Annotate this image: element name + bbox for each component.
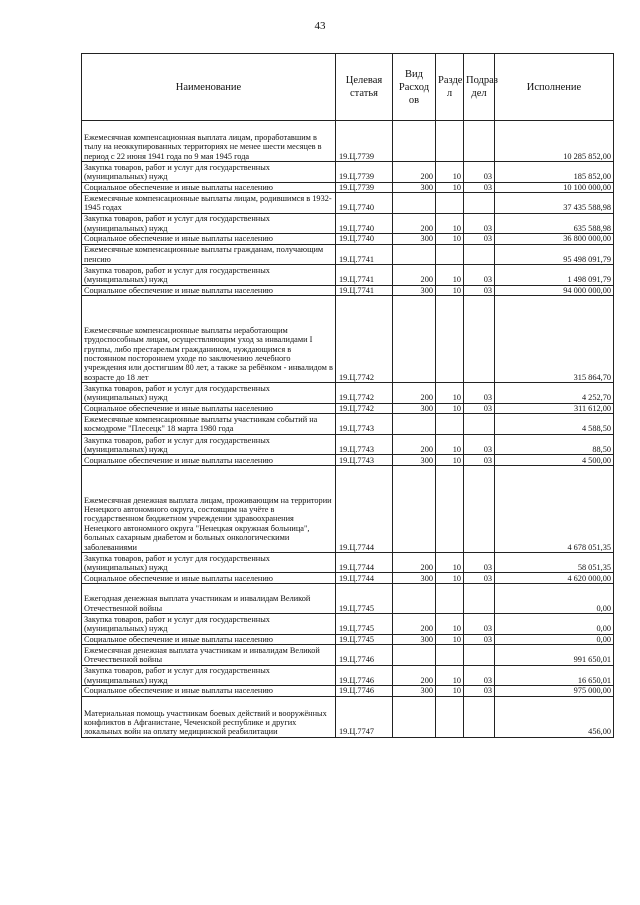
- cell-name: Закупка товаров, работ и услуг для государственных (муниципальных) нужд: [82, 552, 336, 573]
- table-row: [82, 573, 614, 584]
- cell-razdel: 10: [436, 383, 464, 404]
- cell-vid: [393, 414, 436, 435]
- cell-razdel: [436, 121, 464, 162]
- cell-vid: [393, 296, 436, 383]
- cell-vid: 300: [393, 455, 436, 466]
- cell-amount: 36 800 000,00: [495, 234, 614, 245]
- cell-podrazdel: [464, 121, 495, 162]
- table-row: [82, 121, 614, 162]
- cell-amount: 4 252,70: [495, 383, 614, 404]
- table-row: [82, 584, 614, 614]
- table-row: [82, 182, 614, 193]
- cell-razdel: 10: [436, 455, 464, 466]
- cell-target: 19.Ц.7744: [336, 552, 393, 573]
- cell-name: Ежемесячная денежная выплата участникам и инвалидам Великой Отечественной войны: [82, 645, 336, 666]
- cell-target: 19.Ц.7747: [336, 696, 393, 737]
- cell-target: 19.Ц.7741: [336, 265, 393, 286]
- cell-target: 19.Ц.7746: [336, 686, 393, 697]
- page-number: 43: [314, 20, 326, 32]
- cell-podrazdel: 03: [464, 213, 495, 234]
- cell-vid: 300: [393, 634, 436, 645]
- cell-amount: 4 500,00: [495, 455, 614, 466]
- table-row: [82, 614, 614, 635]
- cell-razdel: 10: [436, 285, 464, 296]
- cell-podrazdel: [464, 244, 495, 265]
- cell-podrazdel: [464, 414, 495, 435]
- cell-name: Закупка товаров, работ и услуг для государственных (муниципальных) нужд: [82, 162, 336, 183]
- table-row: [82, 162, 614, 183]
- cell-podrazdel: 03: [464, 614, 495, 635]
- table-row: [82, 455, 614, 466]
- cell-name: Социальное обеспечение и иные выплаты населению: [82, 234, 336, 245]
- cell-vid: 300: [393, 285, 436, 296]
- cell-podrazdel: 03: [464, 455, 495, 466]
- cell-amount: 16 650,01: [495, 665, 614, 686]
- cell-name: Ежемесячная компенсационная выплата лицам, проработавшим в тылу на неоккупированных территориях не менее шести месяцев в период с 22 июня 1941 года по 9 мая 1945 года: [82, 121, 336, 162]
- cell-razdel: 10: [436, 182, 464, 193]
- cell-podrazdel: 03: [464, 162, 495, 183]
- cell-name: Ежегодная денежная выплата участникам и инвалидам Великой Отечественной войны: [82, 584, 336, 614]
- cell-amount: 991 650,01: [495, 645, 614, 666]
- cell-target: 19.Ц.7743: [336, 434, 393, 455]
- cell-vid: 300: [393, 234, 436, 245]
- cell-razdel: [436, 696, 464, 737]
- cell-podrazdel: 03: [464, 234, 495, 245]
- cell-razdel: 10: [436, 573, 464, 584]
- table-row: [82, 403, 614, 414]
- cell-name: Ежемесячные компенсационные выплаты лицам, родившимся в 1932-1945 годах: [82, 193, 336, 214]
- table-row: [82, 434, 614, 455]
- cell-vid: 300: [393, 686, 436, 697]
- cell-amount: 4 678 051,35: [495, 465, 614, 552]
- cell-amount: 95 498 091,79: [495, 244, 614, 265]
- cell-podrazdel: [464, 645, 495, 666]
- cell-name: Социальное обеспечение и иные выплаты населению: [82, 285, 336, 296]
- cell-razdel: [436, 193, 464, 214]
- cell-name: Социальное обеспечение и иные выплаты населению: [82, 455, 336, 466]
- cell-podrazdel: 03: [464, 552, 495, 573]
- cell-razdel: 10: [436, 614, 464, 635]
- cell-name: Ежемесячные компенсационные выплаты гражданам, получающим пенсию: [82, 244, 336, 265]
- cell-amount: 456,00: [495, 696, 614, 737]
- cell-vid: [393, 584, 436, 614]
- cell-amount: 0,00: [495, 634, 614, 645]
- cell-razdel: 10: [436, 162, 464, 183]
- cell-amount: 94 000 000,00: [495, 285, 614, 296]
- cell-vid: 200: [393, 383, 436, 404]
- table-row: [82, 645, 614, 666]
- cell-amount: 185 852,00: [495, 162, 614, 183]
- cell-target: 19.Ц.7744: [336, 573, 393, 584]
- cell-razdel: 10: [436, 665, 464, 686]
- cell-razdel: [436, 244, 464, 265]
- cell-vid: [393, 645, 436, 666]
- header-razdel: Разде л: [436, 54, 464, 121]
- cell-vid: [393, 696, 436, 737]
- cell-amount: 58 051,35: [495, 552, 614, 573]
- table-body: [82, 121, 614, 738]
- cell-name: Социальное обеспечение и иные выплаты населению: [82, 634, 336, 645]
- cell-podrazdel: 03: [464, 285, 495, 296]
- cell-amount: 311 612,00: [495, 403, 614, 414]
- cell-target: 19.Ц.7746: [336, 665, 393, 686]
- table-row: [82, 686, 614, 697]
- cell-target: 19.Ц.7740: [336, 234, 393, 245]
- cell-podrazdel: 03: [464, 665, 495, 686]
- cell-amount: 10 285 852,00: [495, 121, 614, 162]
- cell-amount: 37 435 588,98: [495, 193, 614, 214]
- cell-razdel: [436, 584, 464, 614]
- table-row: [82, 552, 614, 573]
- cell-vid: 200: [393, 434, 436, 455]
- cell-vid: [393, 193, 436, 214]
- cell-target: 19.Ц.7740: [336, 193, 393, 214]
- table-row: [82, 213, 614, 234]
- table-row: [82, 296, 614, 383]
- cell-name: Ежемесячная денежная выплата лицам, проживающим на территории Ненецкого автономного округа, состоящим на учёте в государственном бюджетном учреждении здравоохранения Ненецкого автономного округа "Ненецкая окружная больница", больных сахарным диабетом и больных онкологическими заболеваниями: [82, 465, 336, 552]
- cell-vid: 200: [393, 665, 436, 686]
- cell-target: 19.Ц.7742: [336, 403, 393, 414]
- cell-name: Социальное обеспечение и иные выплаты населению: [82, 573, 336, 584]
- cell-name: Социальное обеспечение и иные выплаты населению: [82, 403, 336, 414]
- cell-target: 19.Ц.7741: [336, 285, 393, 296]
- table-row: [82, 665, 614, 686]
- cell-amount: 10 100 000,00: [495, 182, 614, 193]
- cell-name: Материальная помощь участникам боевых действий и вооружённых конфликтов в Афганистане, Чеченской республике и других локальных войн на оплату медицинской реабилитации: [82, 696, 336, 737]
- cell-target: 19.Ц.7745: [336, 634, 393, 645]
- cell-amount: 975 000,00: [495, 686, 614, 697]
- cell-vid: 200: [393, 213, 436, 234]
- header-vid: Вид Расход ов: [393, 54, 436, 121]
- table-row: [82, 465, 614, 552]
- cell-target: 19.Ц.7745: [336, 584, 393, 614]
- cell-podrazdel: 03: [464, 634, 495, 645]
- table-row: [82, 696, 614, 737]
- cell-name: Закупка товаров, работ и услуг для государственных (муниципальных) нужд: [82, 383, 336, 404]
- cell-target: 19.Ц.7743: [336, 455, 393, 466]
- header-row: [82, 54, 614, 121]
- header-name: Наименование: [82, 54, 336, 121]
- cell-podrazdel: 03: [464, 573, 495, 584]
- cell-vid: 300: [393, 403, 436, 414]
- cell-target: 19.Ц.7740: [336, 213, 393, 234]
- cell-razdel: 10: [436, 434, 464, 455]
- cell-name: Социальное обеспечение и иные выплаты населению: [82, 182, 336, 193]
- cell-podrazdel: 03: [464, 383, 495, 404]
- table-row: [82, 265, 614, 286]
- header-ispolnenie: Исполнение: [495, 54, 614, 121]
- table-row: [82, 193, 614, 214]
- cell-vid: 200: [393, 552, 436, 573]
- cell-podrazdel: [464, 193, 495, 214]
- cell-vid: 300: [393, 573, 436, 584]
- budget-table: [81, 53, 614, 738]
- table-row: [82, 244, 614, 265]
- cell-name: Закупка товаров, работ и услуг для государственных (муниципальных) нужд: [82, 665, 336, 686]
- cell-amount: 4 620 000,00: [495, 573, 614, 584]
- header-podrazdel: Подраз дел: [464, 54, 495, 121]
- cell-razdel: 10: [436, 552, 464, 573]
- cell-name: Ежемесячные компенсационные выплаты неработающим трудоспособным лицам, осуществляющим уход за инвалидами I группы, либо престарелым гражданином, нуждающимся в постоянном постороннем уходе по заключению лечебного учреждения или достигшим 80 лет, а также за ребёнком - инвалидом в возрасте до 18 лет: [82, 296, 336, 383]
- table-row: [82, 285, 614, 296]
- cell-razdel: [436, 465, 464, 552]
- table-row: [82, 383, 614, 404]
- cell-razdel: 10: [436, 265, 464, 286]
- cell-podrazdel: [464, 296, 495, 383]
- cell-amount: 315 864,70: [495, 296, 614, 383]
- cell-razdel: [436, 645, 464, 666]
- table-row: [82, 414, 614, 435]
- table-row: [82, 234, 614, 245]
- cell-target: 19.Ц.7746: [336, 645, 393, 666]
- cell-vid: [393, 244, 436, 265]
- cell-target: 19.Ц.7739: [336, 182, 393, 193]
- cell-podrazdel: 03: [464, 182, 495, 193]
- cell-amount: 4 588,50: [495, 414, 614, 435]
- cell-podrazdel: 03: [464, 434, 495, 455]
- cell-target: 19.Ц.7739: [336, 121, 393, 162]
- cell-razdel: [436, 296, 464, 383]
- cell-amount: 0,00: [495, 614, 614, 635]
- cell-target: 19.Ц.7744: [336, 465, 393, 552]
- cell-amount: 88,50: [495, 434, 614, 455]
- cell-razdel: 10: [436, 634, 464, 645]
- cell-podrazdel: [464, 696, 495, 737]
- cell-vid: 200: [393, 614, 436, 635]
- cell-podrazdel: 03: [464, 403, 495, 414]
- cell-target: 19.Ц.7742: [336, 383, 393, 404]
- cell-vid: 200: [393, 265, 436, 286]
- cell-name: Закупка товаров, работ и услуг для государственных (муниципальных) нужд: [82, 434, 336, 455]
- cell-podrazdel: 03: [464, 686, 495, 697]
- cell-razdel: 10: [436, 686, 464, 697]
- cell-target: 19.Ц.7741: [336, 244, 393, 265]
- cell-podrazdel: 03: [464, 265, 495, 286]
- cell-podrazdel: [464, 465, 495, 552]
- cell-podrazdel: [464, 584, 495, 614]
- cell-razdel: 10: [436, 403, 464, 414]
- header-target: Целевая статья: [336, 54, 393, 121]
- cell-vid: 200: [393, 162, 436, 183]
- cell-razdel: 10: [436, 234, 464, 245]
- cell-target: 19.Ц.7742: [336, 296, 393, 383]
- cell-amount: 635 588,98: [495, 213, 614, 234]
- cell-amount: 0,00: [495, 584, 614, 614]
- cell-name: Закупка товаров, работ и услуг для государственных (муниципальных) нужд: [82, 265, 336, 286]
- cell-target: 19.Ц.7745: [336, 614, 393, 635]
- cell-target: 19.Ц.7743: [336, 414, 393, 435]
- cell-razdel: 10: [436, 213, 464, 234]
- cell-vid: [393, 121, 436, 162]
- cell-name: Социальное обеспечение и иные выплаты населению: [82, 686, 336, 697]
- cell-name: Закупка товаров, работ и услуг для государственных (муниципальных) нужд: [82, 213, 336, 234]
- cell-name: Ежемесячные компенсационные выплаты участникам событий на космодроме "Плесецк" 18 марта 1980 года: [82, 414, 336, 435]
- cell-vid: 300: [393, 182, 436, 193]
- cell-razdel: [436, 414, 464, 435]
- table-row: [82, 634, 614, 645]
- cell-name: Закупка товаров, работ и услуг для государственных (муниципальных) нужд: [82, 614, 336, 635]
- cell-target: 19.Ц.7739: [336, 162, 393, 183]
- cell-amount: 1 498 091,79: [495, 265, 614, 286]
- cell-vid: [393, 465, 436, 552]
